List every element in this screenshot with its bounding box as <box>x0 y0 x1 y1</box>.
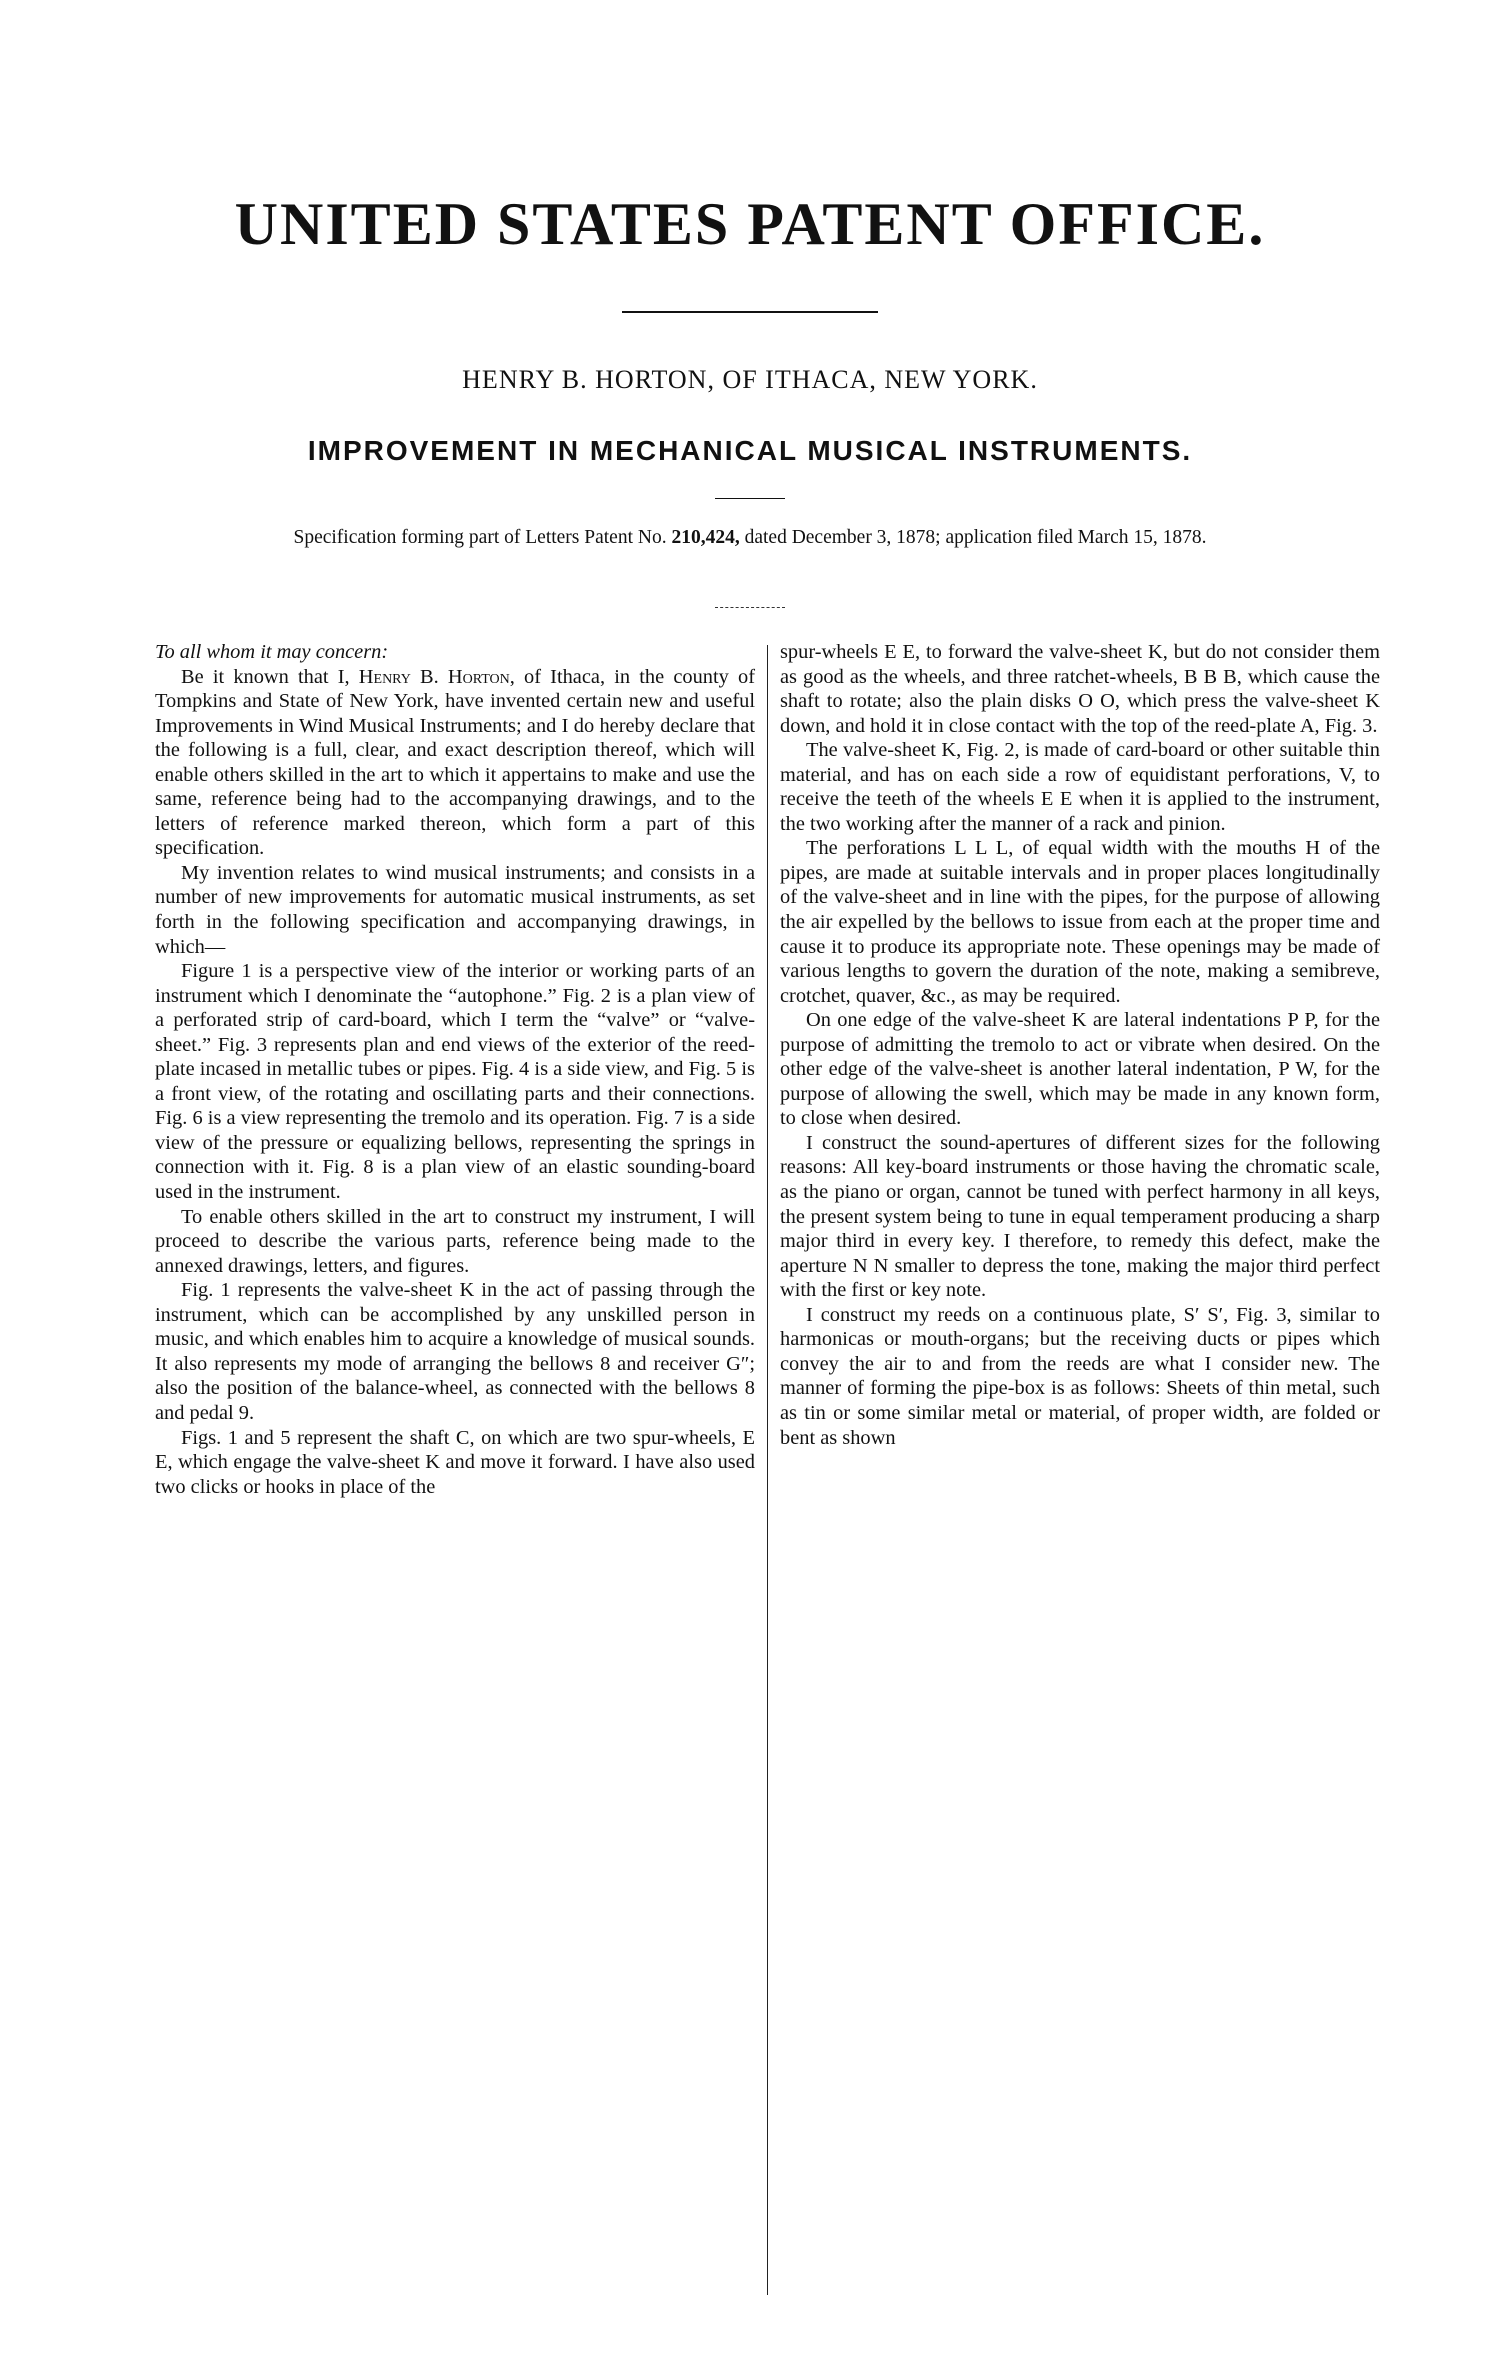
paragraph: Figs. 1 and 5 represent the shaft C, on which are two spur-wheels, E E, which engage the valve-sheet K and move it forward. I have also used two clicks or hooks in place of the <box>155 1426 755 1498</box>
improvement-title: IMPROVEMENT IN MECHANICAL MUSICAL INSTRUMENTS. <box>307 435 1193 466</box>
paragraph: My invention relates to wind musical instruments; and consists in a number of new improvements for automatic musical instruments, as set forth in the following specification and accompanying drawings, in which— <box>155 861 755 958</box>
paragraph: To enable others skilled in the art to construct my instrument, I will proceed to describe the various parts, reference being made to the annexed drawings, letters, and figures. <box>155 1205 755 1277</box>
paragraph: I construct the sound-apertures of different sizes for the following reasons: All key-board instruments or those having the chromatic scale, as the piano or organ, cannot be tuned with perfect harmony in all keys, the present system being to tune in equal temperament producing a sharp major third in every key. I therefore, to remedy this defect, make the aperture N N smaller to depress the tone, making the major third perfect with the first or key note. <box>780 1131 1380 1302</box>
paragraph: The valve-sheet K, Fig. 2, is made of card-board or other suitable thin material, and has on each side a row of equidistant perforations, V, to receive the teeth of the wheels E E when it is applied to the instrument, the two working after the manner of a rack and pinion. <box>780 739 1380 835</box>
left-column <box>155 640 755 1499</box>
paragraph <box>155 665 755 861</box>
column-divider <box>767 645 768 2295</box>
paragraph: Figure 1 is a perspective view of the interior or working parts of an instrument which I denominate the “autophone.” Fig. 2 is a plan view of a perforated strip of card-board, which I term the “valve” or “valve-sheet.” Fig. 3 represents plan and end views of the exterior of the reed-plate incased in metallic tubes or pipes. Fig. 4 is a side view, and Fig. 5 is a front view, of the rotating and oscillating parts and their connections. Fig. 6 is a view representing the tremolo and its operation. Fig. 7 is a side view of the pressure or equalizing bellows, representing the springs in connection with it. Fig. 8 is a plan view of an elastic sounding-board used in the instrument. <box>155 960 755 1204</box>
paragraph: spur-wheels E E, to forward the valve-sheet K, but do not consider them as good as the wheels, and three ratchet-wheels, B B B, which cause the shaft to rotate; also the plain disks O O, which press the valve-sheet K down, and hold it in close contact with the top of the reed-plate A, Fig. 3. <box>780 641 1380 737</box>
paragraph-text: of Ithaca, in the county of Tompkins and State of New York, have invented certain new and useful Improvements in Wind Musical Instruments; and I do hereby declare that the following is a full, clear, and exact description thereof, which will enable others skilled in the art to which it appertains to make and use the same, reference being had to the accompanying drawings, and to the letters of reference marked thereon, which form a part of this specification. <box>155 665 755 860</box>
salutation: To all whom it may concern: <box>155 641 389 663</box>
spec-dashed-rule <box>715 607 785 608</box>
paragraph: Fig. 1 represents the valve-sheet K in the act of passing through the instrument, which can be accomplished by any unskilled person in music, and which enables him to acquire a knowledge of musical sounds. It also represents my mode of arranging the bellows 8 and receiver G″; also the position of the balance-wheel, as connected with the bellows 8 and pedal 9. <box>155 1279 755 1424</box>
specification-line <box>150 525 1350 550</box>
paragraph: The perforations L L L, of equal width with the mouths H of the pipes, are made at suitable intervals and in proper places longitudinally of the valve-sheet and in line with the pipes, for the purpose of allowing the air expelled by the bellows to issue from each at the proper time and cause it to produce its appropriate note. These openings may be made of various lengths to govern the duration of the note, making a semibreve, crotchet, quaver, &c., as may be required. <box>780 837 1380 1007</box>
patent-number: 210,424, <box>671 527 740 548</box>
inventor-line: HENRY B. HORTON, OF ITHACA, NEW YORK. <box>462 365 1038 394</box>
subtitle-rule <box>715 498 785 499</box>
spec-suffix: dated December 3, 1878; application filed March 15, 1878. <box>739 527 1207 548</box>
office-title: UNITED STATES PATENT OFFICE. <box>234 191 1266 257</box>
paragraph-text: Be it known that I, <box>181 665 359 688</box>
right-column <box>780 640 1380 1450</box>
paragraph: I construct my reeds on a continuous plate, S′ S′, Fig. 3, similar to harmonicas or mouth-organs; but the receiving ducts or pipes which convey the air to and from the reeds are what I consider new. The manner of forming the pipe-box is as follows: Sheets of thin metal, such as tin or some similar metal or material, of proper width, are folded or bent as shown <box>780 1303 1380 1449</box>
paragraph: On one edge of the valve-sheet K are lateral indentations P P, for the purpose of admitting the tremolo to act or vibrate when desired. On the other edge of the valve-sheet is another lateral indentation, P W, for the purpose of allowing the swell, which may be made in any known form, to close when desired. <box>780 1009 1380 1130</box>
spec-prefix: Specification forming part of Letters Patent No. <box>293 527 672 548</box>
title-rule <box>622 311 878 313</box>
inventor-name: Henry B. Horton, <box>358 665 515 688</box>
